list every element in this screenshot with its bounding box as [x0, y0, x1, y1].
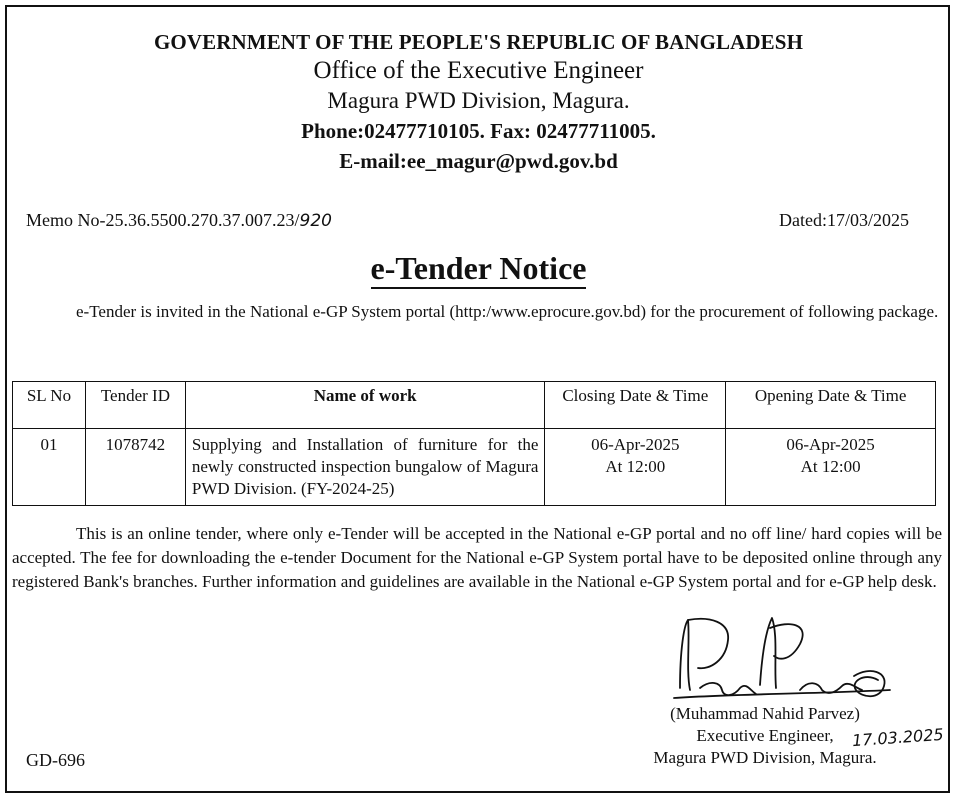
- email-address: E-mail:ee_magur@pwd.gov.bd: [339, 149, 618, 173]
- signatory-office: Magura PWD Division, Magura.: [653, 748, 877, 767]
- phone-fax: Phone:02477710105. Fax: 02477711005.: [301, 119, 656, 143]
- division-name: Magura PWD Division, Magura.: [327, 88, 630, 113]
- cell-name-of-work: Supplying and Installation of furniture for the newly constructed inspection bungalow of Magura PWD Division. (FY-2024-25): [185, 429, 545, 506]
- cell-tender-id: 1078742: [85, 429, 185, 506]
- memo-number: [26, 210, 332, 231]
- table-header-row: [13, 382, 936, 429]
- memo-number-printed: Memo No-25.36.5500.270.37.007.23/: [26, 210, 300, 230]
- memo-number-handwritten: 920: [299, 211, 332, 231]
- government-heading: GOVERNMENT OF THE PEOPLE'S REPUBLIC OF BANGLADESH: [154, 30, 803, 54]
- signatory-designation: Executive Engineer,: [696, 726, 834, 745]
- notice-title: [0, 250, 957, 287]
- closing-date: 06-Apr-2025: [591, 435, 680, 454]
- cell-closing: [545, 429, 726, 506]
- col-header-opening: Opening Date & Time: [726, 382, 936, 429]
- col-header-sl: SL No: [13, 382, 86, 429]
- letterhead: [0, 28, 957, 176]
- col-header-closing: Closing Date & Time: [545, 382, 726, 429]
- col-header-tender-id: Tender ID: [85, 382, 185, 429]
- opening-time: At 12:00: [800, 457, 861, 476]
- signature-image: [650, 610, 900, 705]
- footer-code: GD-696: [26, 750, 85, 770]
- cell-opening: [726, 429, 936, 506]
- col-header-name-of-work: Name of work: [185, 382, 545, 429]
- cell-sl: 01: [13, 429, 86, 506]
- office-name: Office of the Executive Engineer: [313, 57, 644, 84]
- terms-paragraph: This is an online tender, where only e-Tender will be accepted in the National e-GP portal and no off line/ hard copies will be accepted. The fee for downloading the e-tender Document for the National e-GP System portal have to be deposited online through any registered Bank's branches. Further information and guidelines are available in the National e-GP System portal and for e-GP help desk.: [12, 524, 942, 591]
- tender-table: [12, 381, 936, 506]
- intro-paragraph: e-Tender is invited in the National e-GP System portal (http:/www.eprocure.gov.bd) for the procurement of following package.: [76, 302, 939, 321]
- signatory-name: (Muhammad Nahid Parvez): [670, 704, 860, 723]
- closing-time: At 12:00: [605, 457, 666, 476]
- opening-date: 06-Apr-2025: [786, 435, 875, 454]
- notice-title-text: e-Tender Notice: [371, 250, 587, 289]
- table-row: [13, 429, 936, 506]
- handwritten-date: 17.03.2025: [851, 724, 945, 751]
- memo-date: Dated:17/03/2025: [779, 210, 909, 230]
